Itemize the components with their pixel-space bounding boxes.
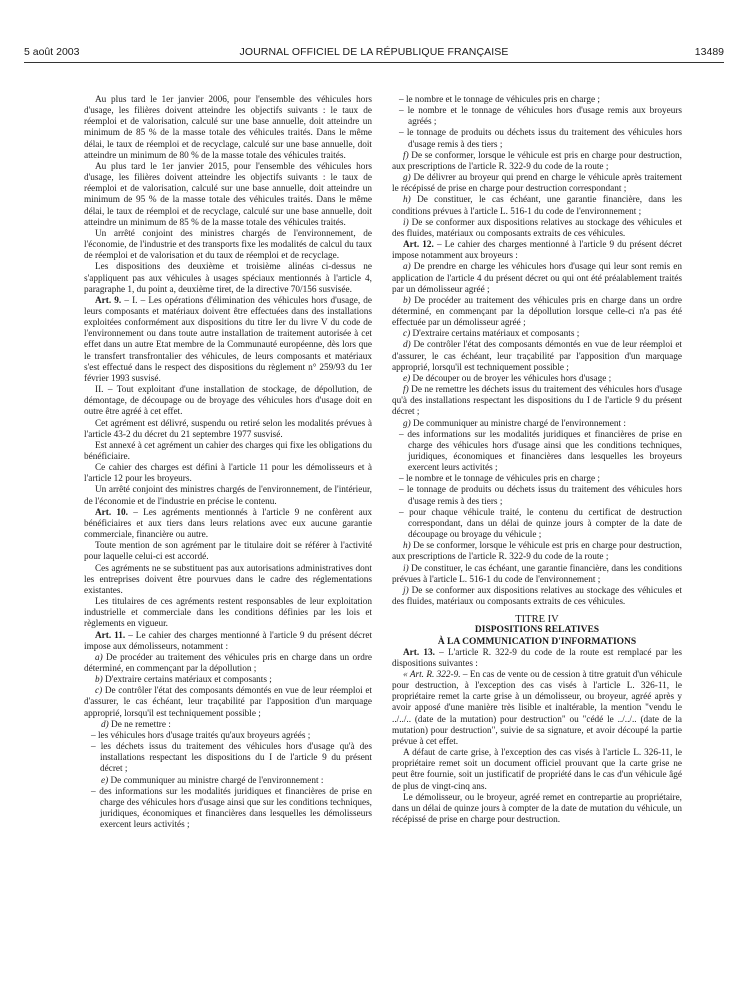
- list-item-text: De se conformer aux dispositions relatives au stockage des véhicules et des fluides, matériaux ou composants extraits de ces véhicules.: [392, 585, 683, 608]
- list-item-text: De se conformer, lorsque le véhicule est pris en charge pour destruction, aux prescriptions de l'article R. 322-9 du code de la route ;: [392, 541, 682, 563]
- list-item: j) De se conformer aux dispositions relatives au stockage des véhicules et des fluides, matériaux ou composants extraits de ces véhicules.: [392, 585, 683, 608]
- paragraph: Est annexé à cet agrément un cahier des charges qui fixe les obligations du bénéficiaire.: [84, 440, 372, 462]
- issue-date: 5 août 2003: [24, 46, 80, 58]
- dash-item: – le nombre et le tonnage de véhicules pris en charge ;: [399, 95, 600, 105]
- list-item-text: De contrôler l'état des composants démontés en vue de leur réemploi et d'assurer, le cas échéant, leur traçabilité par l'apposition d'un marquage approprié, lorsqu'il est techniquement possible ;: [392, 340, 683, 373]
- article-12: [392, 240, 682, 262]
- list-item-text: De procéder au traitement des véhicules pris en charge dans un ordre déterminé, en commençant par la dépollution lorsque celle-ci n'a pas été effectuée par un démolisseur agréé ;: [392, 295, 683, 329]
- article-number: Art. 9.: [95, 295, 122, 306]
- article-11: [84, 631, 372, 653]
- list-item-text: De constituer, le cas échéant, une garantie financière, dans les conditions prévues à l'article L. 516-1 du code de l'environnement ;: [392, 563, 682, 585]
- dash-item: – le nombre et le tonnage de véhicules hors d'usage remis aux broyeurs agréés ;: [399, 106, 682, 128]
- paragraph: Cet agrément est délivré, suspendu ou retiré selon les modalités prévues à l'article 43-2 du décret du 21 septembre 1977 susvisé.: [84, 418, 372, 440]
- list-item: h) De constituer, le cas échéant, une garantie financière, dans les conditions prévues à l'article L. 516-1 du code de l'environnement ;: [392, 195, 683, 217]
- article-text: – Le cahier des charges mentionné à l'article 9 du présent décret impose aux démolisseurs, notamment :: [84, 630, 373, 652]
- article-number: Art. 11.: [95, 630, 126, 641]
- list-item: b) De procéder au traitement des véhicules pris en charge dans un ordre déterminé, en commençant par la dépollution lorsque celle-ci n'a pas été effectuée par un démolisseur agréé ;: [392, 295, 683, 329]
- dash-item: – le tonnage de produits ou déchets issus du traitement des véhicules hors d'usage remis à des tiers ;: [399, 128, 682, 150]
- list-item-text: De procéder au traitement des véhicules pris en charge dans un ordre déterminé, en commençant par la dépollution ;: [84, 652, 373, 674]
- list-item: d) De ne remettre :: [101, 719, 171, 730]
- list-item: i) De constituer, le cas échéant, une garantie financière, dans les conditions prévues à l'article L. 516-1 du code de l'environnement ;: [392, 563, 682, 585]
- quoted-article-number: « Art. R. 322-9.: [403, 669, 461, 680]
- paragraph: Au plus tard le 1er janvier 2015, pour l'ensemble des véhicules hors d'usage, les filières doivent atteindre les objectifs suivants : le taux de réemploi et de valorisation, calculé sur une base annuelle, doit atteindre un minimum de 95 % de la masse totale des véhicules traités. Dans le même délai, le taux de réemploi et de recyclage, calculé sur une base annuelle, doit atteindre un minimum de 85 % de la masse totale des véhicules traités.: [84, 161, 372, 228]
- dash-item: – les véhicules hors d'usage traités qu'aux broyeurs agréés ;: [91, 730, 311, 741]
- list-item: c) D'extraire certains matériaux et composants ;: [403, 329, 580, 340]
- paragraph: Le démolisseur, ou le broyeur, agréé remet en contrepartie au propriétaire, dans un délai de quinze jours à compter de la date de mutation du véhicule, un récépissé de prise en charge pour destruction.: [392, 792, 682, 825]
- paragraph: Les titulaires de ces agréments restent responsables de leur exploitation industrielle et commerciale dans les conditions définies par les lois et règlements en vigueur.: [84, 597, 372, 630]
- list-item: b) D'extraire certains matériaux et composants ;: [95, 675, 272, 686]
- paragraph: Toute mention de son agrément par le titulaire doit se référer à l'activité pour laquelle celui-ci est accordé.: [84, 541, 372, 563]
- list-item-text: D'extraire certains matériaux et composants ;: [105, 675, 272, 686]
- list-item: e) De communiquer au ministre chargé de l'environnement :: [101, 775, 324, 786]
- list-item: a) De procéder au traitement des véhicules pris en charge dans un ordre déterminé, en commençant par la dépollution ;: [84, 652, 373, 674]
- list-item-text: De prendre en charge les véhicules hors d'usage qui leur sont remis en application de l'article 4 du présent décret ou qui ont été préalablement traités par un démolisseur agréé ;: [392, 262, 683, 295]
- dash-item: – les déchets issus du traitement des véhicules hors d'usage qu'à des installations respectant les dispositions du I de l'article 9 du présent décret ;: [91, 742, 372, 775]
- list-item-text: De constituer, le cas échéant, une garantie financière, dans les conditions prévues à l'article L. 516-1 du code de l'environnement ;: [392, 195, 683, 217]
- section-title: TITRE IV: [515, 614, 559, 626]
- list-item: g) De délivrer au broyeur qui prend en charge le véhicule après traitement le récépissé de prise en charge pour destruction correspondant ;: [392, 173, 683, 195]
- list-item-text: De ne remettre les déchets issus du traitement des véhicules hors d'usage qu'à des installations respectant les dispositions du I de l'article 9 du présent décret ;: [392, 385, 682, 418]
- quoted-article: [392, 670, 682, 748]
- section-subtitle: DISPOSITIONS RELATIVES: [474, 625, 600, 636]
- paragraph: Au plus tard le 1er janvier 2006, pour l'ensemble des véhicules hors d'usage, les filières doivent atteindre les objectifs suivants : le taux de réemploi et de valorisation, calculé sur une base annuelle, doit atteindre un minimum de 85 % de la masse totale des véhicules traités. Dans le même délai, le taux de réemploi et de recyclage, calculé sur une base annuelle, doit atteindre un minimum de 80 % de la masse totale des véhicules traités.: [84, 95, 372, 161]
- list-item-text: De communiquer au ministre chargé de l'environnement :: [413, 418, 626, 429]
- list-item-text: De se conformer aux dispositions relatives au stockage des véhicules et des fluides, matériaux ou composants extraits de ces véhicules.: [392, 217, 683, 239]
- paragraph: Un arrêté conjoint des ministres chargés de l'environnement, de l'économie, de l'industrie et des transports fixe les modalités de calcul du taux de réemploi et de valorisation et du taux de réemploi et de recyclage.: [84, 228, 372, 262]
- article-text: – I. – Les opérations d'élimination des véhicules hors d'usage, de leurs composants et matériaux doivent être effectuées dans des installations exploitées conformément aux dispositions du titre Ier du livre V du code de l'environnement ou dans toute autre installation de traitement autorisée à cet effet dans un autre Etat membre de la Communauté européenne, dès lors que le transfert transfrontalier des véhicules, de leurs composants et matériaux s'est effectué dans le respect des dispositions du règlement n° 259/93 du 1er février 1993 susvisé.: [84, 295, 373, 384]
- article-number: Art. 13.: [403, 647, 435, 658]
- header-rule: [24, 62, 724, 63]
- paragraph: Ce cahier des charges est défini à l'article 11 pour les démolisseurs et à l'article 12 pour les broyeurs.: [84, 463, 372, 485]
- page-header: [24, 46, 724, 60]
- article-number: Art. 10.: [95, 507, 128, 518]
- list-item: g) De communiquer au ministre chargé de l'environnement :: [403, 418, 626, 429]
- page-number: 13489: [694, 46, 724, 58]
- list-item-text: De découper ou de broyer les véhicules hors d'usage ;: [412, 373, 612, 384]
- list-item-text: De délivrer au broyeur qui prend en charge le véhicule après traitement le récépissé de prise en charge pour destruction correspondant ;: [392, 173, 683, 195]
- article-text: – Les agréments mentionnés à l'article 9 ne confèrent aux bénéficiaires et aux tiers dans leurs relations avec eux aucune garantie commerciale, financière ou autre.: [84, 507, 372, 541]
- list-item: c) De contrôler l'état des composants démontés en vue de leur réemploi et d'assurer, le cas échéant, leur traçabilité par l'apposition d'un marquage approprié, lorsqu'il est techniquement possible ;: [84, 686, 373, 719]
- paragraph: II. – Tout exploitant d'une installation de stockage, de dépollution, de démontage, de découpage ou de broyage des véhicules hors d'usage doit en outre être agréé à cet effet.: [84, 385, 372, 418]
- journal-title: JOURNAL OFFICIEL DE LA RÉPUBLIQUE FRANÇAISE: [239, 46, 509, 58]
- article-9: [84, 296, 372, 385]
- dash-item: – pour chaque véhicule traité, le contenu du certificat de destruction correspondant, dans un délai de quinze jours à compter de la date de découpage ou broyage du véhicule ;: [399, 507, 682, 541]
- article-text: – En cas de vente ou de cession à titre gratuit d'un véhicule pour destruction, à l'exception des cas visés à l'article L. 326-11, le propriétaire remet la carte grise à un démolisseur, ou broyeur, agréé après y avoir apposé d'une manière très lisible et inaltérable, la mention "vendu le ../../.. (date de la mutation) pour destruction" ou "cédé le ../../.. (date de la mutation) pour destruction", suivie de sa signature, et avoir découpé la partie prévue à cet effet.: [392, 669, 682, 747]
- article-text: – Le cahier des charges mentionné à l'article 9 du présent décret impose notamment aux broyeurs :: [392, 240, 682, 262]
- paragraph: Un arrêté conjoint des ministres chargés de l'environnement, de l'intérieur, de l'économie et de l'industrie en précise le contenu.: [84, 485, 372, 507]
- list-item-text: De se conformer, lorsque le véhicule est pris en charge pour destruction, aux prescriptions de l'article R. 322-9 du code de la route ;: [392, 150, 682, 172]
- paragraph: Ces agréments ne se substituent pas aux autorisations administratives dont les entreprises doivent être pourvues dans le cadre des réglementations existantes.: [84, 563, 372, 596]
- list-item: h) De se conformer, lorsque le véhicule est pris en charge pour destruction, aux prescriptions de l'article R. 322-9 du code de la route ;: [392, 541, 682, 563]
- list-item: d) De contrôler l'état des composants démontés en vue de leur réemploi et d'assurer, le cas échéant, leur traçabilité par l'apposition d'un marquage approprié, lorsqu'il est techniquement possible ;: [392, 340, 683, 373]
- article-number: Art. 12.: [403, 240, 434, 251]
- dash-item: – le nombre et le tonnage de véhicules pris en charge ;: [399, 474, 600, 485]
- list-item: e) De découper ou de broyer les véhicules hors d'usage ;: [403, 373, 612, 384]
- article-13: [392, 648, 682, 670]
- list-item-text: De ne remettre :: [111, 719, 171, 730]
- article-10: [84, 508, 372, 541]
- dash-item: – le tonnage de produits ou déchets issus du traitement des véhicules hors d'usage remis à des tiers ;: [399, 485, 682, 507]
- list-item: i) De se conformer aux dispositions relatives au stockage des véhicules et des fluides, matériaux ou composants extraits de ces véhicules.: [392, 217, 683, 239]
- left-column: [84, 95, 372, 831]
- list-item: a) De prendre en charge les véhicules hors d'usage qui leur sont remis en application de l'article 4 du présent décret ou qui ont été préalablement traités par un démolisseur agréé ;: [392, 262, 683, 295]
- list-item: f) De se conformer, lorsque le véhicule est pris en charge pour destruction, aux prescriptions de l'article R. 322-9 du code de la route ;: [392, 150, 682, 172]
- dash-item: – des informations sur les modalités juridiques et financières de prise en charge des véhicules hors d'usage ainsi que les conditions techniques, juridiques, économiques et financières dans lesquelles les broyeurs exercent leurs activités ;: [399, 429, 682, 474]
- section-subtitle: À LA COMMUNICATION D'INFORMATIONS: [437, 636, 637, 647]
- list-item-text: D'extraire certains matériaux et composants ;: [412, 329, 580, 340]
- article-text: – L'article R. 322-9 du code de la route est remplacé par les dispositions suivantes :: [392, 647, 682, 669]
- list-item-text: De communiquer au ministre chargé de l'environnement :: [110, 775, 324, 786]
- paragraph: Les dispositions des deuxième et troisième alinéas ci-dessus ne s'appliquent pas aux véhicules à usages spéciaux mentionnés à l'article 4, paragraphe 1, du point a, deuxième tiret, de la directive 70/156 susvisée.: [84, 262, 372, 295]
- right-column: [392, 95, 682, 826]
- list-item-text: De contrôler l'état des composants démontés en vue de leur réemploi et d'assurer, le cas échéant, leur traçabilité par l'apposition d'un marquage approprié, lorsqu'il est techniquement possible ;: [84, 686, 373, 719]
- dash-item: – des informations sur les modalités juridiques et financières de prise en charge des véhicules hors d'usage ainsi que sur les conditions techniques, juridiques, économiques et financières dans lesquelles les démolisseurs exercent leurs activités ;: [91, 786, 372, 831]
- paragraph: A défaut de carte grise, à l'exception des cas visés à l'article L. 326-11, le propriétaire remet soit un document officiel prouvant que la carte grise ne peut être fournie, soit un justificatif de propriété dans le cas d'un véhicule âgé de plus de vingt-cinq ans.: [392, 748, 682, 792]
- list-item: f) De ne remettre les déchets issus du traitement des véhicules hors d'usage qu'à des installations respectant les dispositions du I de l'article 9 du présent décret ;: [392, 385, 682, 418]
